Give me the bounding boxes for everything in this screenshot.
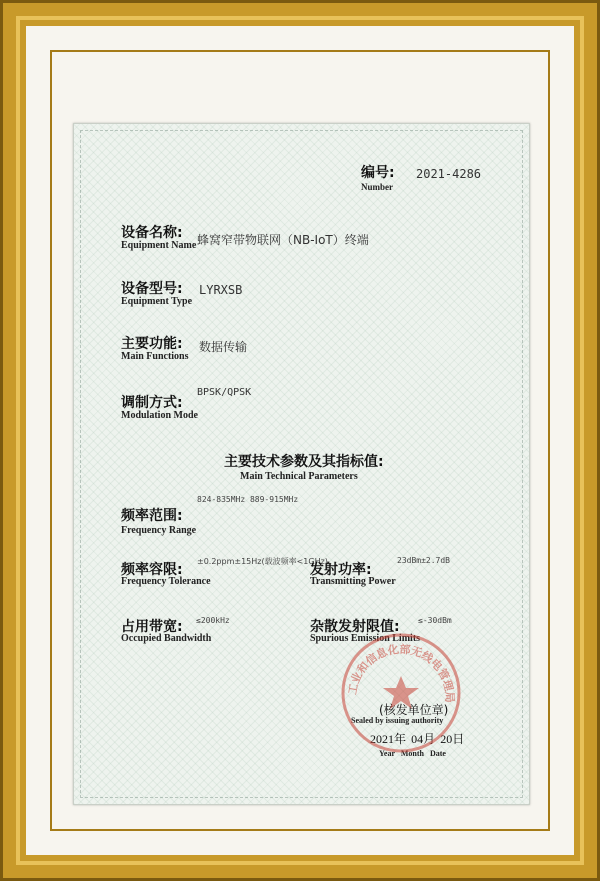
transmitting-power-label-cn: 发射功率: [310,562,372,578]
seal-star-icon [383,676,419,709]
modulation-mode-value: BPSK/QPSK [197,387,252,398]
date-day-unit: 日 [452,732,465,746]
seal-label-en: Sealed by issuing authority [351,716,444,725]
parameters-heading-cn: 主要技术参数及其指标值: [224,454,384,470]
modulation-mode-label-en: Modulation Mode [121,410,198,421]
frequency-tolerance-label-cn: 频率容限: [121,562,183,578]
frequency-tolerance-label-en: Frequency Tolerance [121,576,211,587]
date-month: 04 [411,732,424,746]
transmitting-power-label-en: Transmitting Power [310,576,396,587]
date-year: 2021 [370,732,394,746]
number-label-en: Number [361,182,393,192]
modulation-mode-label-cn: 调制方式: [121,395,183,411]
equipment-name-label-cn: 设备名称: [121,225,183,241]
frequency-range-value: 824-835MHz 889-915MHz [197,495,299,504]
occupied-bandwidth-label-cn: 占用带宽: [121,619,183,635]
frequency-range-label-en: Frequency Range [121,525,197,536]
date-day: 20 [440,732,453,746]
seal-text: 工业和信息化部无线电管理局 [345,642,457,703]
date-month-unit: 月 [423,732,436,746]
spurious-emission-value: ≤-30dBm [418,616,452,625]
equipment-type-label-en: Equipment Type [121,296,193,307]
main-functions-label-en: Main Functions [121,351,189,362]
seal-label-cn: (核发单位章) [379,703,449,717]
number-value: 2021-4286 [416,167,482,181]
occupied-bandwidth-value: ≤200kHz [196,616,230,625]
spurious-emission-label-en: Spurious Emission Limits [310,633,421,644]
date-labels-en: Year Month Date [379,749,446,758]
spurious-emission-label-cn: 杂散发射限值: [310,619,400,635]
equipment-name-value: 蜂窝窄带物联网（NB-IoT）终端 [197,233,369,247]
transmitting-power-value: 23dBm±2.7dB [397,556,450,565]
occupied-bandwidth-label-en: Occupied Bandwidth [121,633,212,644]
official-seal-stamp [336,628,466,758]
number-label-cn: 编号: [361,165,395,181]
equipment-type-label-cn: 设备型号: [121,281,183,297]
main-functions-label-cn: 主要功能: [121,336,183,352]
date-year-unit: 年 [394,732,407,746]
main-functions-value: 数据传输 [199,340,248,354]
frequency-range-label-cn: 频率范围: [121,508,183,524]
equipment-type-value: LYRXSB [199,283,243,297]
parameters-heading-en: Main Technical Parameters [240,471,358,482]
frequency-tolerance-value: ±0.2ppm±15Hz(载波频率<1GHz) [197,557,328,566]
equipment-name-label-en: Equipment Name [121,240,197,251]
